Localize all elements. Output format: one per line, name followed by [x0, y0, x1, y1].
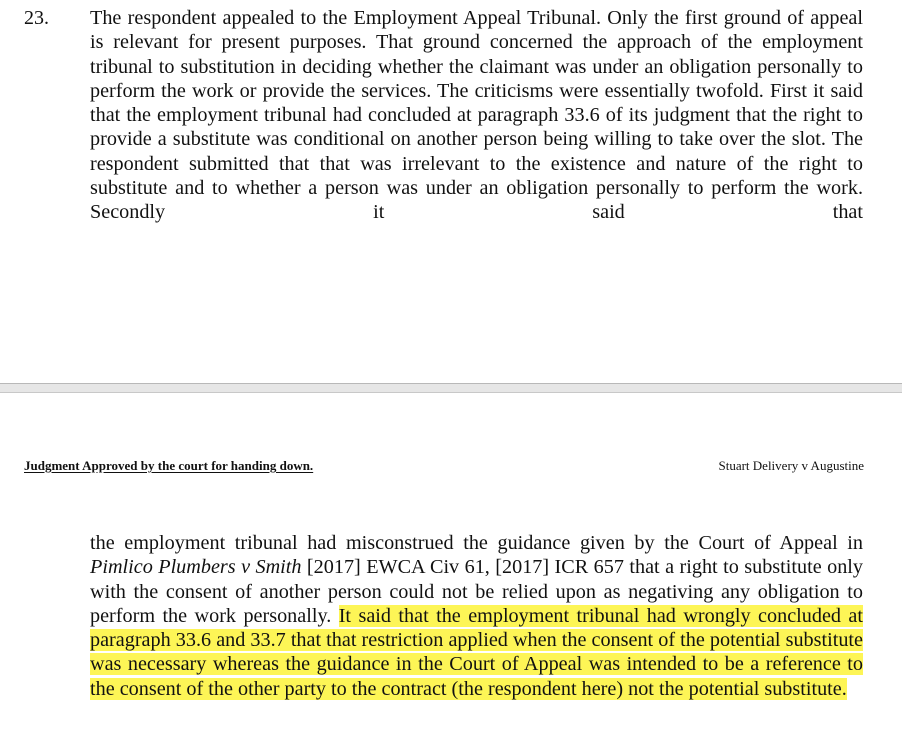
paragraph-text-page-2	[90, 531, 863, 701]
running-header	[24, 457, 864, 477]
running-header-left: Judgment Approved by the court for handing down.	[24, 458, 314, 473]
running-header-right: Stuart Delivery v Augustine	[718, 458, 864, 473]
paragraph-text-page-1: The respondent appealed to the Employment Appeal Tribunal. Only the first ground of appeal is relevant for present purposes. That ground concerned the approach of the employment tribunal to substitution in deciding whether the claimant was under an obligation personally to perform the work or provide the services. The criticisms were essentially twofold. First it said that the employment tribunal had concluded at paragraph 33.6 of its judgment that the right to provide a substitute was conditional on another person being willing to take over the slot. The respondent submitted that that was irrelevant to the existence and nature of the right to substitute and to whether a person was under an obligation personally to perform the work. Secondly it said that	[90, 7, 863, 224]
paragraph-text-part-2: [2017] EWCA Civ 61, [2017] ICR 657 that a right to substitute only with the consent of another person could not be relied upon as negativing any obligation to perform the work personally.	[90, 556, 863, 627]
page-break-divider	[0, 383, 902, 393]
paragraph-text-part-1: the employment tribunal had misconstrued the guidance given by the Court of Appeal in	[90, 532, 863, 554]
highlighted-text: It said that the employment tribunal had wrongly concluded at paragraph 33.6 and 33.7 that that restriction applied when the consent of the potential substitute was necessary whereas the guidance in the Court of Appeal was intended to be a reference to the consent of the other party to the contract (the respondent here) not the potential substitute.	[90, 604, 863, 700]
case-name: Pimlico Plumbers v Smith	[90, 556, 302, 579]
paragraph-number: 23.	[24, 7, 49, 29]
page-2	[0, 393, 902, 752]
